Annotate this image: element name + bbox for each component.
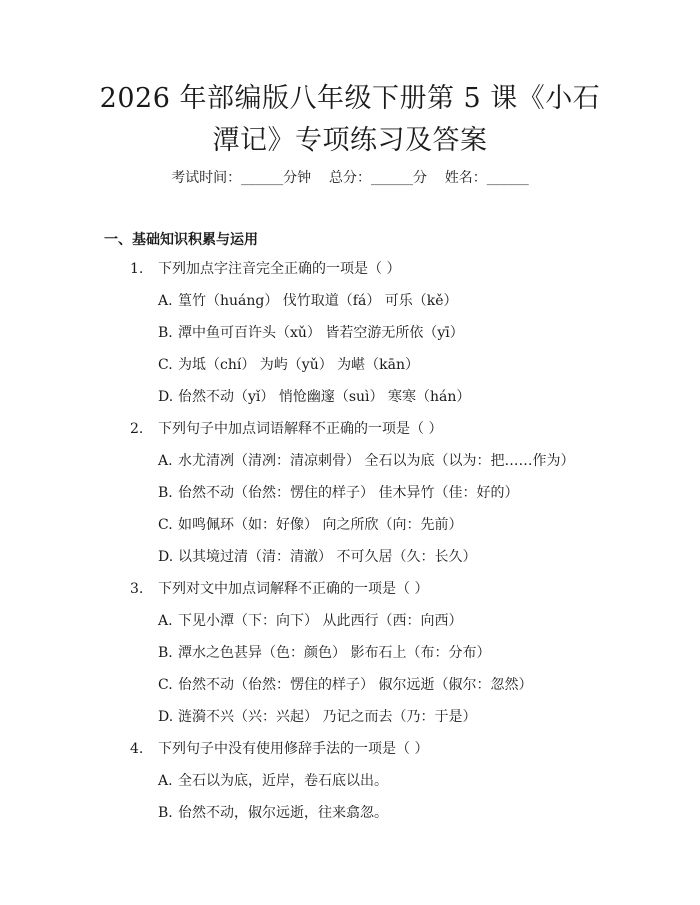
- option-letter: C.: [158, 517, 173, 533]
- option-text: 涟漪不兴（兴：兴起） 乃记之而去（乃：于是）: [178, 709, 477, 725]
- question-3: [130, 579, 428, 599]
- question-1-option-c: [158, 355, 419, 375]
- question-2-option-a: [158, 451, 574, 471]
- option-text: 全石以为底，近岸，卷石底以出。: [178, 773, 388, 789]
- question-3-option-a: [158, 611, 462, 631]
- question-number: 2.: [130, 421, 144, 437]
- option-text: 为坻（chí） 为屿（yǔ） 为嵁（kān）: [178, 357, 420, 373]
- section-heading: 一、基础知识积累与运用: [104, 232, 258, 248]
- option-letter: D.: [158, 389, 174, 405]
- question-text: 下列加点字注音完全正确的一项是（ ）: [158, 261, 401, 277]
- option-letter: A.: [158, 613, 173, 629]
- option-text: 佁然不动（佁然：愣住的样子） 俶尔远逝（俶尔：忽然）: [178, 677, 533, 693]
- option-letter: A.: [158, 773, 173, 789]
- option-letter: D.: [158, 709, 174, 725]
- option-letter: B.: [158, 805, 173, 821]
- question-2-option-b: [158, 483, 518, 503]
- question-3-option-c: [158, 675, 532, 695]
- option-text: 佁然不动（yǐ） 悄怆幽邃（suì） 寒寒（hán）: [178, 389, 471, 405]
- question-4: [130, 739, 428, 759]
- option-letter: B.: [158, 325, 173, 341]
- option-letter: A.: [158, 453, 173, 469]
- question-3-option-d: [158, 707, 476, 727]
- option-text: 潭中鱼可百许头（xǔ） 皆若空游无所依（yī）: [178, 325, 464, 341]
- question-1: [130, 259, 400, 279]
- option-text: 佁然不动，俶尔远逝，往来翕忽。: [178, 805, 388, 821]
- option-letter: D.: [158, 549, 174, 565]
- question-2-option-d: [158, 547, 476, 567]
- question-4-option-b: [158, 803, 388, 823]
- question-text: 下列句子中没有使用修辞手法的一项是（ ）: [158, 741, 429, 757]
- document-title: 2026 年部编版八年级下册第 5 课《小石潭记》专项练习及答案: [99, 83, 601, 156]
- question-2-option-c: [158, 515, 462, 535]
- option-letter: B.: [158, 645, 173, 661]
- option-text: 佁然不动（佁然：愣住的样子） 佳木异竹（佳：好的）: [178, 485, 519, 501]
- question-1-option-a: [158, 291, 458, 311]
- question-4-option-a: [158, 771, 388, 791]
- option-letter: A.: [158, 293, 173, 309]
- option-letter: B.: [158, 485, 173, 501]
- exam-meta: 考试时间：______分钟 总分：______分 姓名：______: [171, 170, 529, 186]
- option-text: 以其境过清（清：清澈） 不可久居（久：长久）: [178, 549, 477, 565]
- question-1-option-b: [158, 323, 464, 343]
- option-text: 潭水之色甚异（色：颜色） 影布石上（布：分布）: [178, 645, 491, 661]
- question-3-option-b: [158, 643, 490, 663]
- option-text: 下见小潭（下：向下） 从此西行（西：向西）: [178, 613, 463, 629]
- question-1-option-d: [158, 387, 470, 407]
- question-text: 下列句子中加点词语解释不正确的一项是（ ）: [158, 421, 443, 437]
- question-number: 4.: [130, 741, 144, 757]
- option-text: 篁竹（huáng） 伐竹取道（fá） 可乐（kě）: [178, 293, 458, 309]
- option-text: 水尤清冽（清冽：清凉刺骨） 全石以为底（以为：把……作为）: [178, 453, 575, 469]
- option-letter: C.: [158, 677, 173, 693]
- option-text: 如鸣佩环（如：好像） 向之所欣（向：先前）: [178, 517, 463, 533]
- option-letter: C.: [158, 357, 173, 373]
- question-text: 下列对文中加点词解释不正确的一项是（ ）: [158, 581, 429, 597]
- question-number: 3.: [130, 581, 144, 597]
- question-number: 1.: [130, 261, 144, 277]
- question-2: [130, 419, 442, 439]
